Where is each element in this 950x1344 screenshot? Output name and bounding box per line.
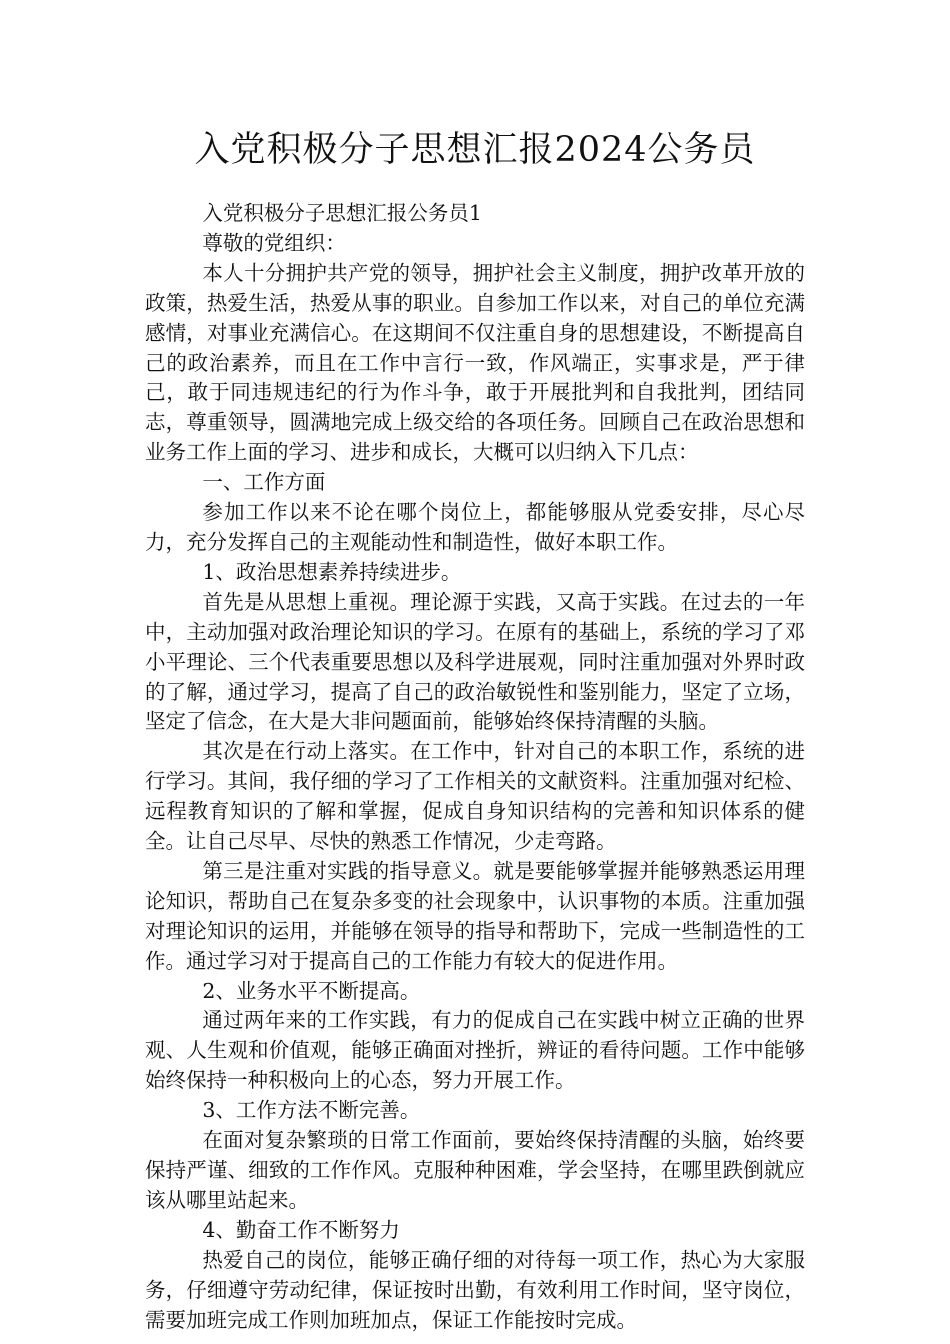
document-title: 入党积极分子思想汇报2024公务员 bbox=[194, 130, 756, 170]
paragraph-subtitle: 入党积极分子思想汇报公务员1 bbox=[202, 201, 482, 225]
paragraph-intro: 本人十分拥护共产党的领导，拥护社会主义制度，拥护改革开放的政策，热爱生活，热爱从事的职业。自参加工作以来，对自己的单位充满感情，对事业充满信心。在这期间不仅注重自身的思想建设，不断提高自己的政治素养，而且在工作中言行一致，作风端正，实事求是，严于律己，敢于同违规违纪的行为作斗争，敢于开展批判和自我批判，团结同志，尊重领导，圆满地完成上级交给的各项任务。回顾自己在政治思想和业务工作上面的学习、进步和成长，大概可以归纳入下几点： bbox=[145, 260, 805, 465]
paragraph-business: 通过两年来的工作实践，有力的促成自己在实践中树立正确的世界观、人生观和价值观，能够正确面对挫折，辨证的看待问题。工作中能够始终保持一种积极向上的心态，努力开展工作。 bbox=[145, 1008, 805, 1093]
paragraph-action: 其次是在行动上落实。在工作中，针对自己的本职工作，系统的进行学习。其间，我仔细的学习了工作相关的文献资料。注重加强对纪检、远程教育知识的了解和掌握，促成自身知识结构的完善和知识体系的健全。让自己尽早、尽快的熟悉工作情况，少走弯路。 bbox=[145, 739, 805, 854]
document-body bbox=[145, 199, 805, 1335]
paragraph-work-overview: 参加工作以来不论在哪个岗位上，都能够服从党委安排，尽心尽力，充分发挥自己的主观能动性和制造性，做好本职工作。 bbox=[145, 500, 805, 554]
paragraph-method: 在面对复杂繁琐的日常工作面前，要始终保持清醒的头脑，始终要保持严谨、细致的工作作风。克服种种困难，学会坚持，在哪里跌倒就应该从哪里站起来。 bbox=[145, 1128, 805, 1212]
subheading-political-quality: 1、政治思想素养持续进步。 bbox=[202, 559, 462, 584]
paragraph-practice: 第三是注重对实践的指导意义。就是要能够掌握并能够熟悉运用理论知识，帮助自己在复杂多变的社会现象中，认识事物的本质。注重加强对理论知识的运用，并能够在领导的指导和帮助下，完成一些制造性的工作。通过学习对于提高自己的工作能力有较大的促进作用。 bbox=[145, 858, 805, 973]
subheading-diligence: 4、勤奋工作不断努力 bbox=[202, 1217, 400, 1242]
subheading-work-method: 3、工作方法不断完善。 bbox=[202, 1098, 421, 1123]
subheading-business-level: 2、业务水平不断提高。 bbox=[202, 978, 421, 1003]
section-heading-work: 一、工作方面 bbox=[202, 470, 326, 495]
paragraph-salutation: 尊敬的党组织： bbox=[202, 230, 346, 255]
paragraph-thought: 首先是从思想上重视。理论源于实践，又高于实践。在过去的一年中，主动加强对政治理论知识的学习。在原有的基础上，系统的学习了邓小平理论、三个代表重要思想以及科学进展观，同时注重加强对外界时政的了解，通过学习，提高了自己的政治敏锐性和鉴别能力，坚定了立场，坚定了信念，在大是大非问题面前，能够始终保持清醒的头脑。 bbox=[145, 589, 805, 734]
paragraph-diligence: 热爱自己的岗位，能够正确仔细的对待每一项工作，热心为大家服务，仔细遵守劳动纪律，保证按时出勤，有效利用工作时间，坚守岗位，需要加班完成工作则加班加点，保证工作能按时完成。 bbox=[145, 1247, 805, 1332]
